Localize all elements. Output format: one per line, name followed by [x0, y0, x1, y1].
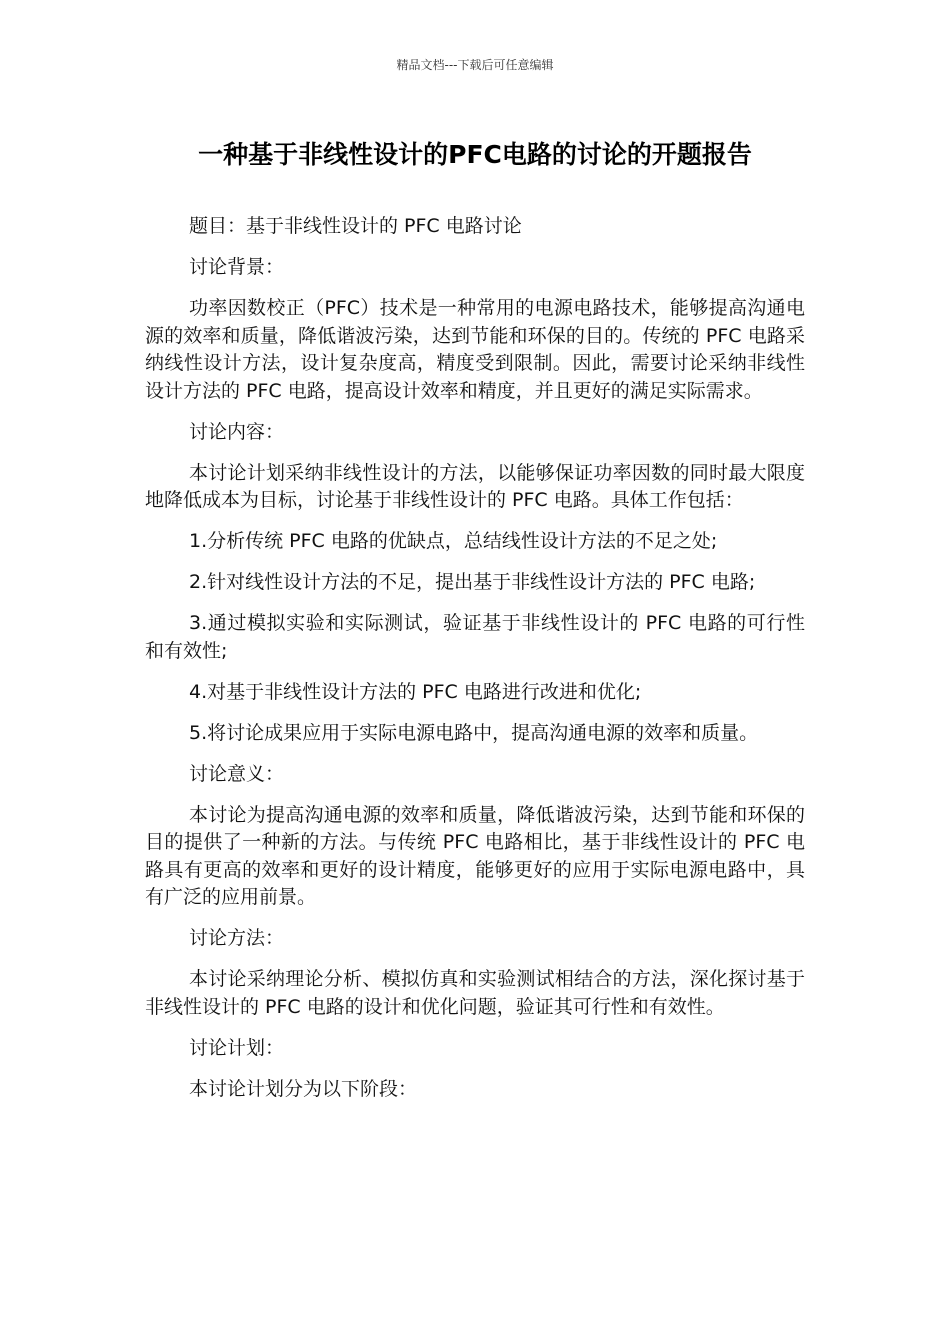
content-paragraph: 本讨论计划采纳非线性设计的方法，以能够保证功率因数的同时最大限度地降低成本为目标，讨论基于非线性设计的 PFC 电路。具体工作包括：: [145, 461, 805, 511]
topic-line: 题目：基于非线性设计的 PFC 电路讨论: [189, 215, 522, 237]
section-heading-plan: 讨论计划：: [189, 1036, 285, 1059]
plan-paragraph: 本讨论计划分为以下阶段：: [189, 1077, 418, 1100]
section-heading-method: 讨论方法：: [189, 927, 285, 949]
document-title: 一种基于非线性设计的PFC电路的讨论的开题报告: [198, 140, 752, 169]
significance-paragraph: 本讨论为提高沟通电源的效率和质量，降低谐波污染，达到节能和环保的目的提供了一种新的方法。与传统 PFC 电路相比，基于非线性设计的 PFC 电路具有更高的效率和更好的设计精度，能够更好的应用于实际电源电路中，具有广泛的应用前景。: [145, 803, 805, 908]
list-item-3: 3.通过模拟实验和实际测试，验证基于非线性设计的 PFC 电路的可行性和有效性;: [145, 612, 805, 662]
list-item-2: 2.针对线性设计方法的不足，提出基于非线性设计方法的 PFC 电路;: [189, 571, 756, 593]
list-item-5: 5.将讨论成果应用于实际电源电路中，提高沟通电源的效率和质量。: [189, 721, 759, 744]
section-heading-content: 讨论内容：: [189, 420, 285, 443]
list-item-1: 1.分析传统 PFC 电路的优缺点，总结线性设计方法的不足之处;: [189, 530, 718, 552]
header-note: 精品文档---下载后可任意编辑: [396, 58, 554, 72]
section-heading-background: 讨论背景：: [189, 256, 285, 278]
list-item-4: 4.对基于非线性设计方法的 PFC 电路进行改进和优化;: [189, 680, 642, 703]
document-body: [145, 213, 805, 1117]
background-paragraph: 功率因数校正（PFC）技术是一种常用的电源电路技术，能够提高沟通电源的效率和质量，降低谐波污染，达到节能和环保的目的。传统的 PFC 电路采纳线性设计方法，设计复杂度高，精度受到限制。因此，需要讨论采纳非线性设计方法的 PFC 电路，提高设计效率和精度，并且更好的满足实际需求。: [145, 297, 805, 402]
section-heading-significance: 讨论意义：: [189, 762, 285, 785]
method-paragraph: 本讨论采纳理论分析、模拟仿真和实验测试相结合的方法，深化探讨基于非线性设计的 PFC 电路的设计和优化问题，验证其可行性和有效性。: [145, 968, 805, 1018]
